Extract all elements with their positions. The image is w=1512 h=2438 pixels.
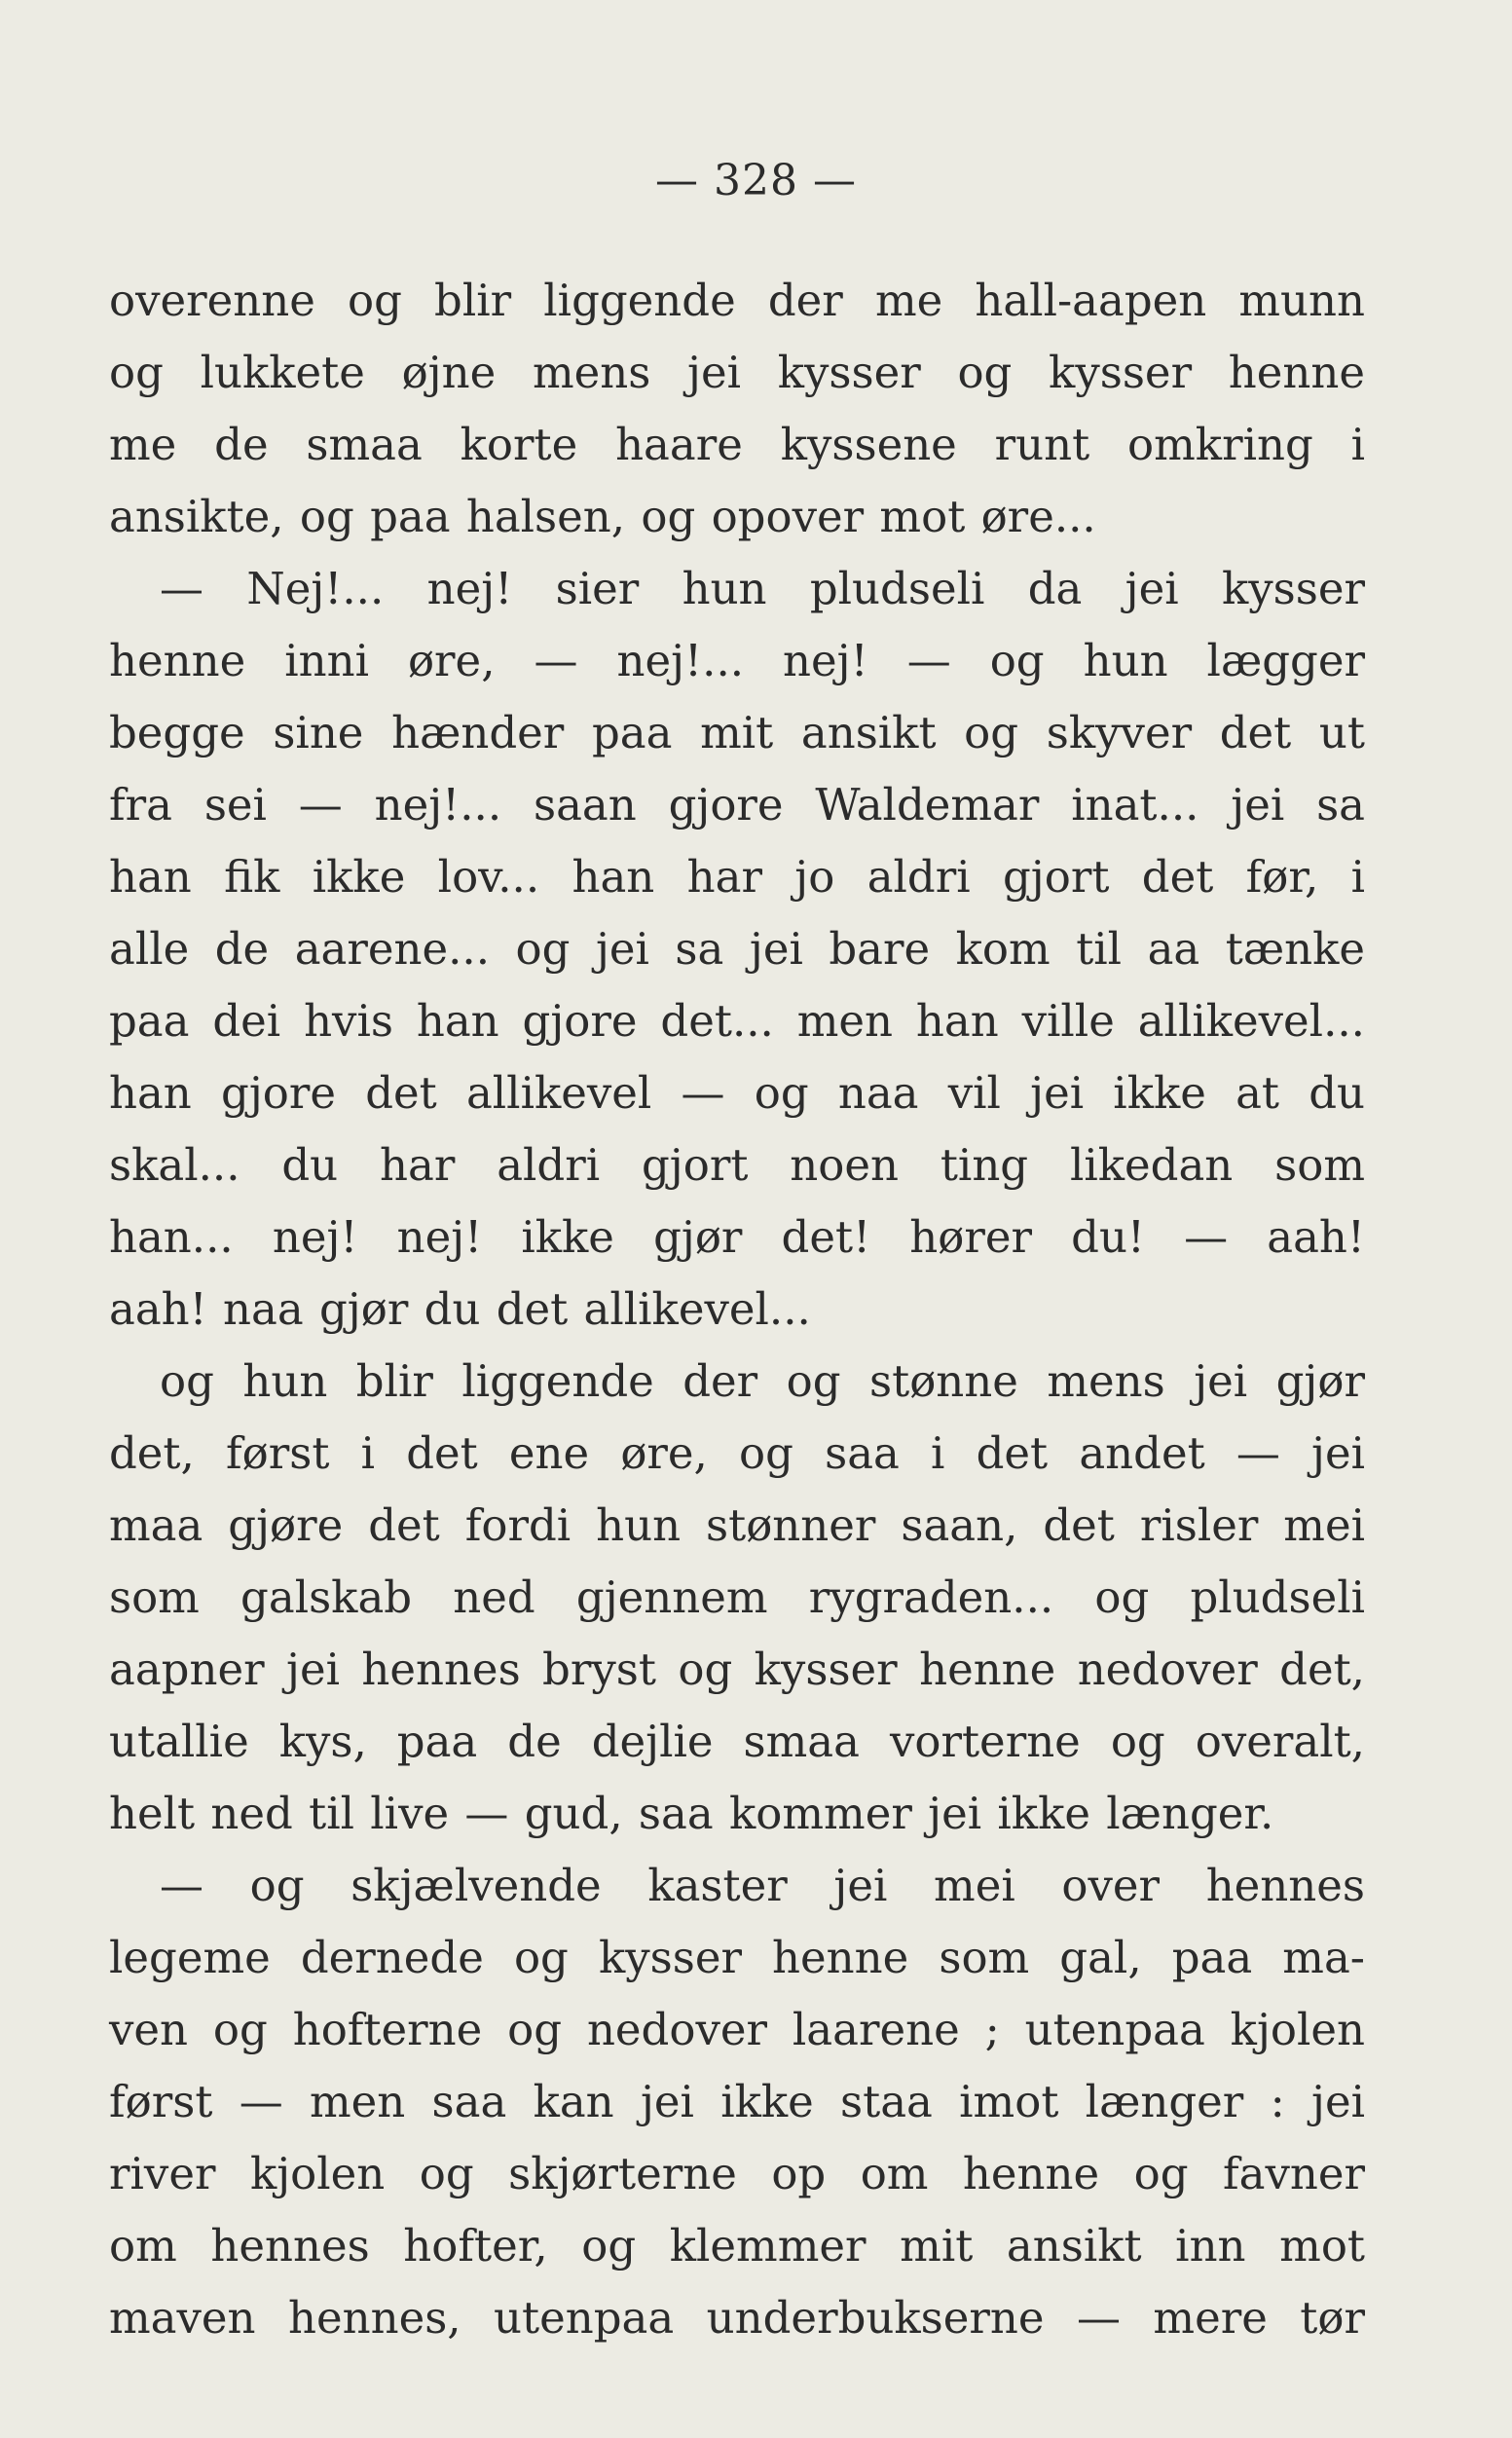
text-line: skal... du har aldri gjort noen ting likedan som: [109, 1139, 1365, 1191]
text-line: og lukkete øjne mens jei kysser og kysser henne: [109, 347, 1365, 398]
text-line: fra sei — nej!... saan gjore Waldemar inat... jei sa: [109, 779, 1365, 831]
text-line: me de smaa korte haare kyssene runt omkring i: [109, 419, 1365, 470]
text-line: aapner jei hennes bryst og kysser henne nedover det,: [109, 1644, 1365, 1695]
text-line: først — men saa kan jei ikke staa imot længer : jei: [109, 2076, 1365, 2127]
text-line: han gjore det allikevel — og naa vil jei ikke at du: [109, 1067, 1365, 1119]
text-line: som galskab ned gjennem rygraden... og pludseli: [109, 1571, 1365, 1623]
text-line: det, først i det ene øre, og saa i det andet — jei: [109, 1427, 1365, 1479]
text-line: maa gjøre det fordi hun stønner saan, det risler mei: [109, 1499, 1365, 1551]
text-line: aah! naa gjør du det allikevel...: [109, 1283, 811, 1335]
text-line: henne inni øre, — nej!... nej! — og hun lægger: [109, 635, 1365, 686]
page-number: — 328 —: [655, 156, 857, 205]
text-line: ansikte, og paa halsen, og opover mot øre...: [109, 491, 1096, 542]
body-text: [109, 265, 1365, 2354]
text-line: overenne og blir liggende der me hall-aapen munn: [109, 275, 1365, 326]
text-line: maven hennes, utenpaa underbukserne — mere tør: [109, 2292, 1365, 2344]
text-line: alle de aarene... og jei sa jei bare kom til aa tænke: [109, 923, 1365, 975]
text-line: han fik ikke lov... han har jo aldri gjort det før, i: [109, 851, 1365, 903]
text-line: — og skjælvende kaster jei mei over hennes: [160, 1860, 1365, 1911]
text-line: og hun blir liggende der og stønne mens jei gjør: [160, 1355, 1365, 1407]
text-line: han... nej! nej! ikke gjør det! hører du! — aah!: [109, 1211, 1365, 1263]
text-line: — Nej!... nej! sier hun pludseli da jei kysser: [160, 563, 1365, 614]
text-line: om hennes hofter, og klemmer mit ansikt inn mot: [109, 2220, 1365, 2272]
text-line: paa dei hvis han gjore det... men han ville allikevel...: [109, 995, 1365, 1047]
text-line: helt ned til live — gud, saa kommer jei ikke længer.: [109, 1788, 1274, 1839]
text-line: river kjolen og skjørterne op om henne og favner: [109, 2148, 1365, 2199]
text-line: legeme dernede og kysser henne som gal, paa ma-: [109, 1932, 1365, 1983]
text-line: begge sine hænder paa mit ansikt og skyver det ut: [109, 707, 1365, 758]
text-line: utallie kys, paa de dejlie smaa vorterne og overalt,: [109, 1716, 1365, 1767]
text-line: ven og hofterne og nedover laarene ; utenpaa kjolen: [109, 2004, 1365, 2055]
